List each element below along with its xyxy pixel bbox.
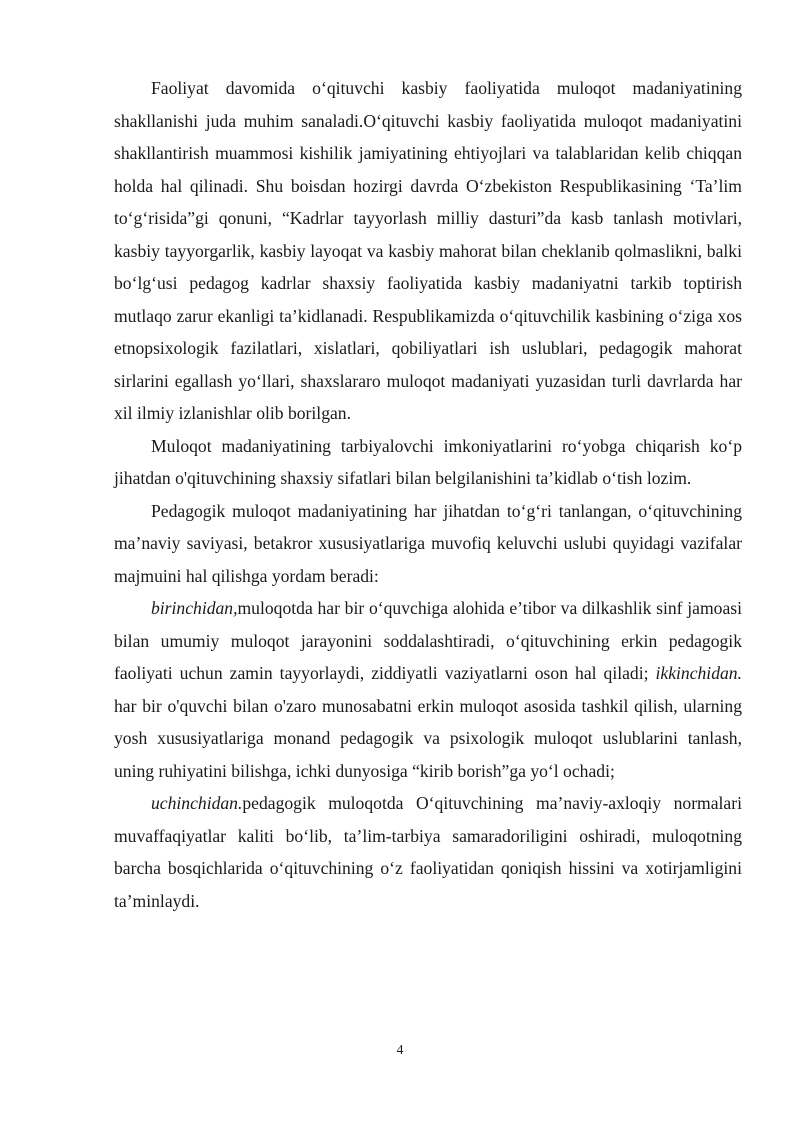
paragraph-5-text: pedagogik muloqotda O‘qituvchining ma’naviy-axloqiy normalari muvaffaqiyatlar kaliti bo‘lib, ta’lim-tarbiya samaradoriligini oshiradi, muloqotning barcha bosqichlarida o‘qituvchining o‘z faoliyatidan qoniqish hissini va xotirjamligini ta’minlaydi.: [114, 793, 742, 911]
paragraph-2-text: Muloqot madaniyatining tarbiyalovchi imkoniyatlarini ro‘yobga chiqarish ko‘p jihatdan o'qituvchining shaxsiy sifatlari bilan belgilanishini ta’kidlab o‘tish lozim.: [114, 435, 742, 488]
paragraph-3: [114, 495, 742, 593]
page-number: 4: [396, 1043, 404, 1058]
paragraph-4: [114, 592, 742, 787]
paragraph-4-text: muloqotda har bir o‘quvchiga alohida e’tibor va dilkashlik sinf jamoasi bilan umumiy muloqot jarayonini soddalashtiradi, o‘qituvchining erkin pedagogik faoliyati uchun zamin tayyorlaydi, ziddiyatli vaziyatlarni oson hal qiladi;: [114, 598, 742, 683]
paragraph-1: [114, 72, 742, 430]
paragraph-5-lead-italic: uchinchidan.: [151, 793, 243, 813]
paragraph-4-text-continued: har bir o'quvchi bilan o'zaro munosabatni erkin muloqot asosida tashkil qilish, ularning yosh xususiyatlariga monand pedagogik va psixologik muloqot uslublarini tanlash, uning ruhiyatini bilishga, ichki dunyosiga “kirib borish”ga yo‘l ochadi;: [114, 695, 742, 781]
paragraph-4-lead-italic: birinchidan,: [151, 598, 238, 618]
paragraph-5: [114, 787, 742, 917]
paragraph-3-text: Pedagogik muloqot madaniyatining har jihatdan to‘g‘ri tanlangan, o‘qituvchining ma’naviy saviyasi, betakror xususiyatlariga muvofiq keluvchi uslubi quyidagi vazifalar majmuini hal qilishga yordam beradi:: [114, 500, 742, 586]
paragraph-4-second-lead-italic: ikkinchidan.: [655, 663, 742, 683]
paragraph-2: [114, 430, 742, 495]
document-page: [114, 72, 742, 917]
paragraph-1-text: Faoliyat davomida o‘qituvchi kasbiy faoliyatida muloqot madaniyatining shakllanishi juda muhim sanaladi.O‘qituvchi kasbiy faoliyatida muloqot madaniyatini shakllantirish muammosi kishilik jamiyatining ehtiyojlari va talablaridan kelib chiqqan holda hal qilinadi. Shu boisdan hozirgi davrda O‘zbekiston Respublikasining ‘Ta’lim to‘g‘risida”gi qonuni, “Kadrlar tayyorlash milliy dasturi”da kasb tanlash motivlari, kasbiy tayyorgarlik, kasbiy layoqat va kasbiy mahorat bilan cheklanib qolmaslikni, balki bo‘lg‘usi pedagog kadrlar shaxsiy faoliyatida kasbiy madaniyatni tarkib toptirish mutlaqo zarur ekanligi ta’kidlanadi. Respublikamizda o‘qituvchilik kasbining o‘ziga xos etnopsixologik fazilatlari, xislatlari, qobiliyatlari ish uslublari, pedagogik mahorat sirlarini egallash yo‘llari, shaxslararo muloqot madaniyati yuzasidan turli davrlarda har xil ilmiy izlanishlar olib borilgan.: [114, 78, 742, 423]
